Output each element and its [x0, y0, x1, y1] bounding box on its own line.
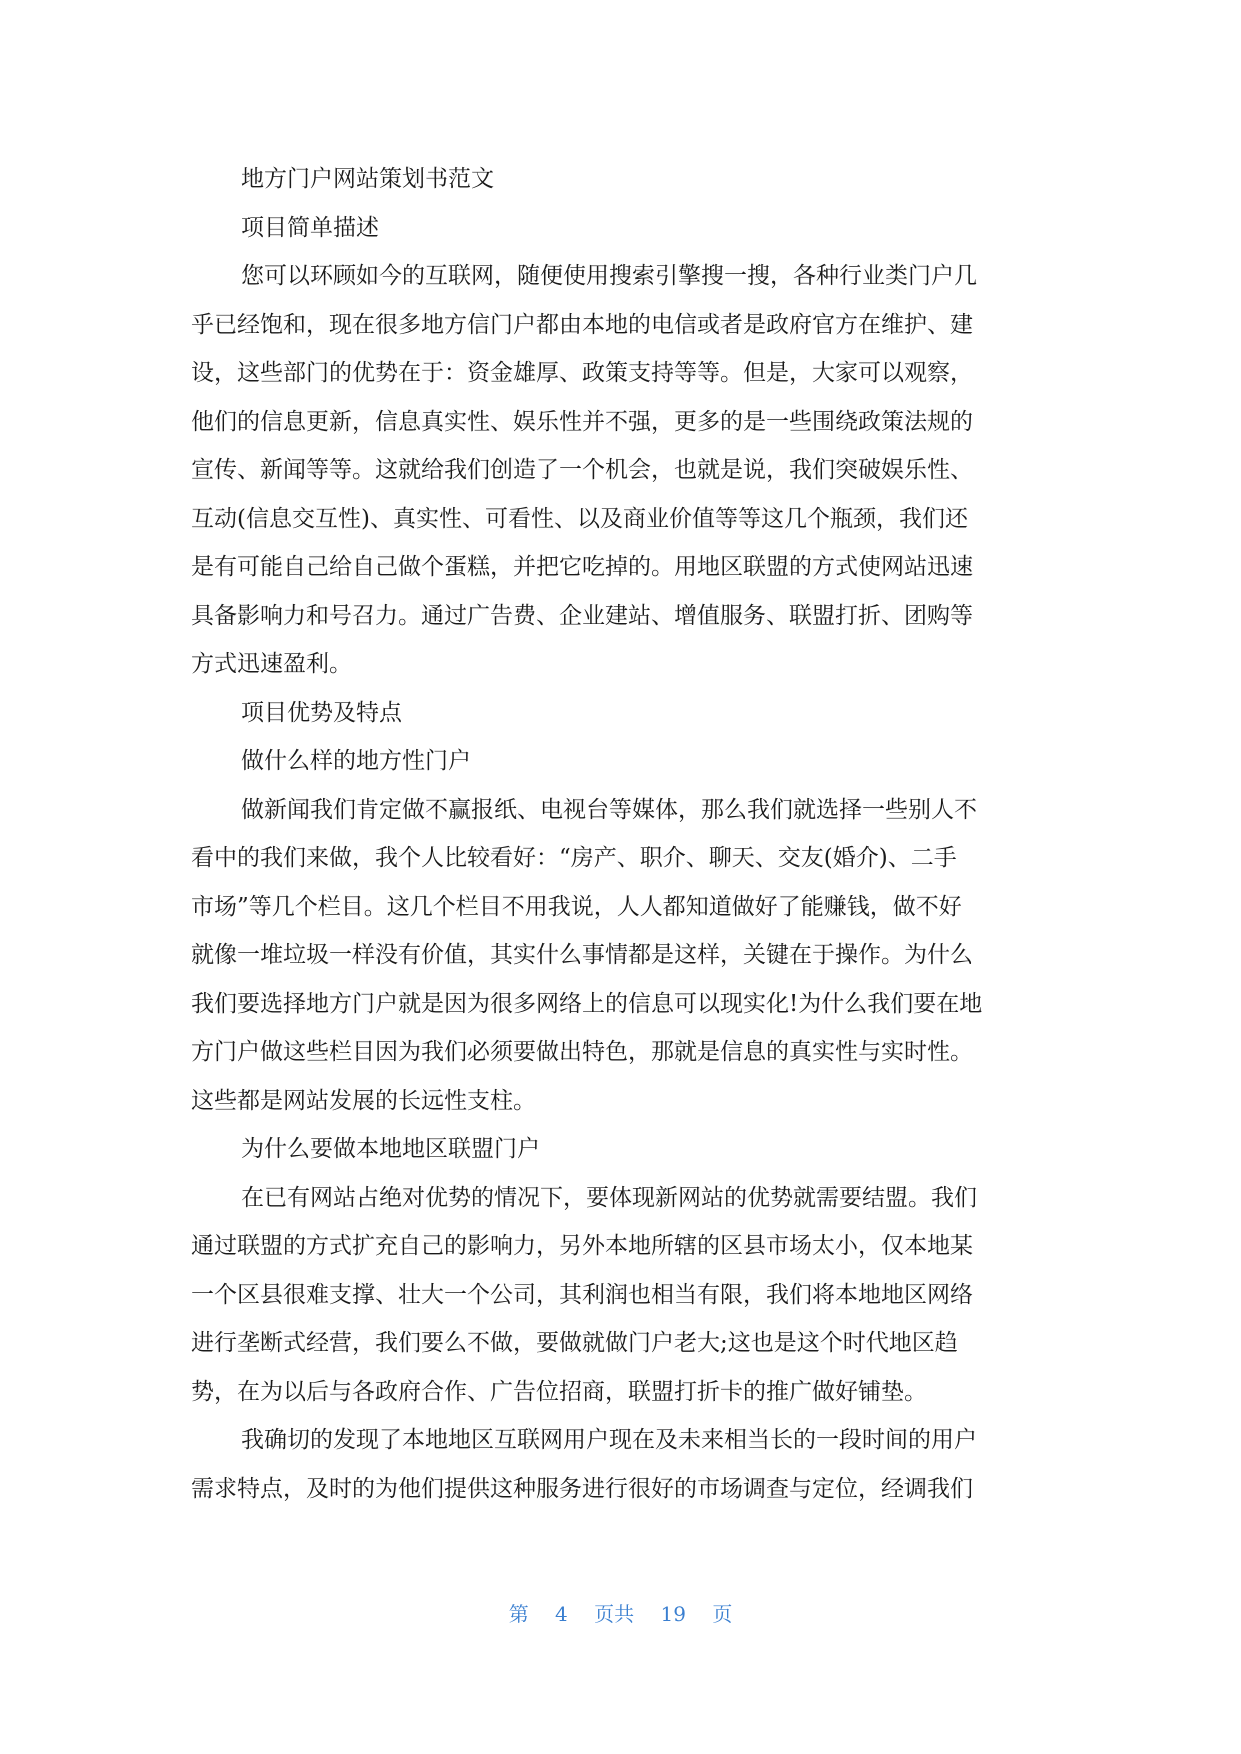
- paragraph-line: 互动(信息交互性)、真实性、可看性、以及商业价值等等这几个瓶颈，我们还: [191, 505, 968, 532]
- sub-heading: 为什么要做本地地区联盟门户: [241, 1136, 540, 1162]
- paragraph-line: 方式迅速盈利。: [191, 651, 352, 677]
- paragraph-line: 势，在为以后与各政府合作、广告位招商，联盟打折卡的推广做好铺垫。: [191, 1378, 927, 1405]
- paragraph-line: 就像一堆垃圾一样没有价值，其实什么事情都是这样，关键在于操作。为什么: [191, 942, 973, 968]
- paragraph-line: 具备影响力和号召力。通过广告费、企业建站、增值服务、联盟打折、团购等: [191, 602, 973, 629]
- footer-prefix: 第: [508, 1602, 529, 1626]
- footer-middle: 页共: [594, 1602, 635, 1626]
- paragraph-line: 我们要选择地方门户就是因为很多网络上的信息可以现实化!为什么我们要在地: [191, 990, 983, 1017]
- paragraph-line: 一个区县很难支撑、壮大一个公司，其利润也相当有限，我们将本地地区网络: [191, 1281, 973, 1308]
- sub-heading: 做什么样的地方性门户: [241, 748, 471, 774]
- paragraph-line: 是有可能自己给自己做个蛋糕，并把它吃掉的。用地区联盟的方式使网站迅速: [191, 554, 973, 580]
- paragraph-line: 在已有网站占绝对优势的情况下，要体现新网站的优势就需要结盟。我们: [241, 1184, 977, 1211]
- paragraph-line: 您可以环顾如今的互联网，随便使用搜索引擎搜一搜，各种行业类门户几: [241, 263, 977, 289]
- paragraph-line: 进行垄断式经营，我们要么不做，要做就做门户老大;这也是这个时代地区趋: [191, 1330, 958, 1356]
- paragraph-line: 方门户做这些栏目因为我们必须要做出特色，那就是信息的真实性与实时性。: [191, 1039, 973, 1065]
- footer-page-number: 4: [555, 1602, 568, 1626]
- paragraph-line: 这些都是网站发展的长远性支柱。: [191, 1087, 536, 1114]
- paragraph-line: 市场”等几个栏目。这几个栏目不用我说，人人都知道做好了能赚钱，做不好: [191, 893, 962, 920]
- paragraph-line: 需求特点，及时的为他们提供这种服务进行很好的市场调查与定位，经调我们: [191, 1475, 973, 1502]
- section-heading: 项目优势及特点: [241, 699, 402, 726]
- paragraph-line: 做新闻我们肯定做不赢报纸、电视台等媒体，那么我们就选择一些别人不: [241, 796, 977, 823]
- footer-total-pages: 19: [660, 1602, 686, 1626]
- paragraph-line: 宣传、新闻等等。这就给我们创造了一个机会，也就是说，我们突破娱乐性、: [191, 457, 973, 483]
- paragraph-line: 他们的信息更新，信息真实性、娱乐性并不强，更多的是一些围绕政策法规的: [191, 408, 973, 435]
- footer-suffix: 页: [712, 1602, 733, 1626]
- paragraph-line: 设，这些部门的优势在于：资金雄厚、政策支持等等。但是，大家可以观察，: [191, 360, 973, 386]
- paragraph-line: 看中的我们来做，我个人比较看好：“房产、职介、聊天、交友(婚介)、二手: [191, 845, 957, 871]
- document-title: 地方门户网站策划书范文: [241, 166, 494, 192]
- paragraph-line: 乎已经饱和，现在很多地方信门户都由本地的电信或者是政府官方在维护、建: [191, 311, 973, 338]
- page-footer: [0, 1598, 1241, 1627]
- document-body: [191, 155, 1053, 1513]
- section-heading: 项目简单描述: [241, 214, 379, 241]
- paragraph-line: 通过联盟的方式扩充自己的影响力，另外本地所辖的区县市场太小，仅本地某: [191, 1233, 973, 1259]
- paragraph-line: 我确切的发现了本地地区互联网用户现在及未来相当长的一段时间的用户: [241, 1427, 977, 1453]
